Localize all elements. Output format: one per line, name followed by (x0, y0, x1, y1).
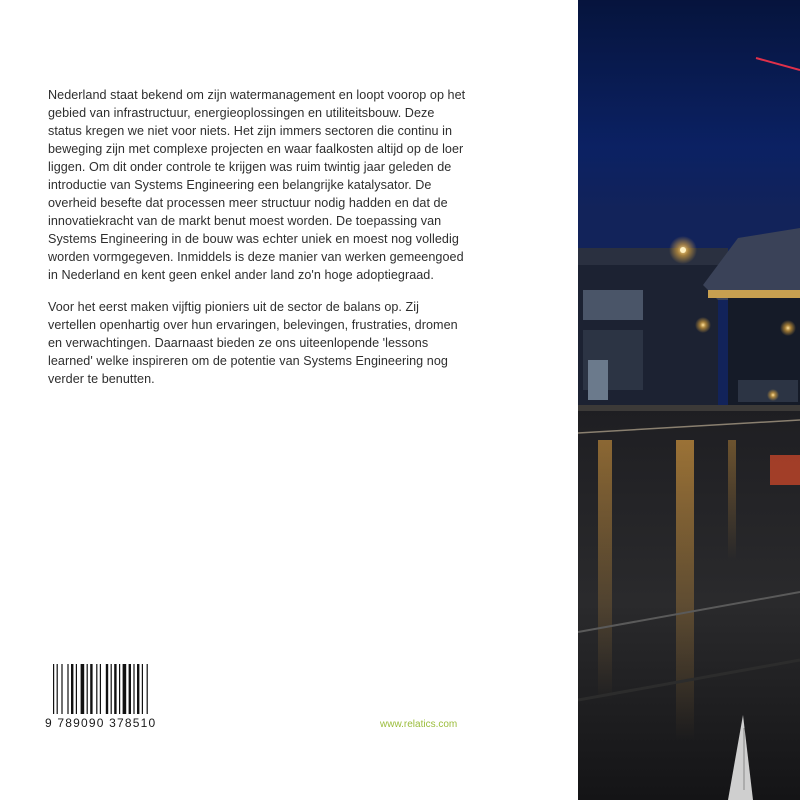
intro-paragraph: Nederland staat bekend om zijn watermanagement en loopt voorop op het gebied van infrastructuur, energieoplossingen en utiliteitsbouw. Deze status kregen we niet voor niets. Het zijn immers sectoren die continu in beweging zijn met complexe projecten en waar faalkosten altijd op de loer liggen. Om dit onder controle te krijgen was ruim twintig jaar geleden de introductie van Systems Engineering een belangrijke katalysator. De overheid besefte dat processen meer structuur nodig hadden en dat de innovatiekracht van de markt benut moest worden. De toepassing van Systems Engineering in de bouw was echter uniek en moest nog volledig worden vormgegeven. Inmiddels is deze manier van werken gemeengoed in Nederland en kent geen enkel ander land zo'n hoge adoptiegraad. (48, 88, 466, 282)
isbn-barcode (53, 664, 171, 714)
cover-photo-night-road (578, 0, 800, 800)
pioneers-paragraph: Voor het eerst maken vijftig pioniers uit de sector de balans op. Zij vertellen openhartig over hun ervaringen, belevingen, frustraties, dromen en verwachtingen. Daarnaast bieden ze ons uiteenlopende 'lessons learned' welke inspireren om de potentie van Systems Engineering nog verder te benutten. (48, 300, 458, 386)
isbn-number: 9 789090 378510 (45, 716, 157, 730)
website-url[interactable]: www.relatics.com (380, 719, 458, 730)
